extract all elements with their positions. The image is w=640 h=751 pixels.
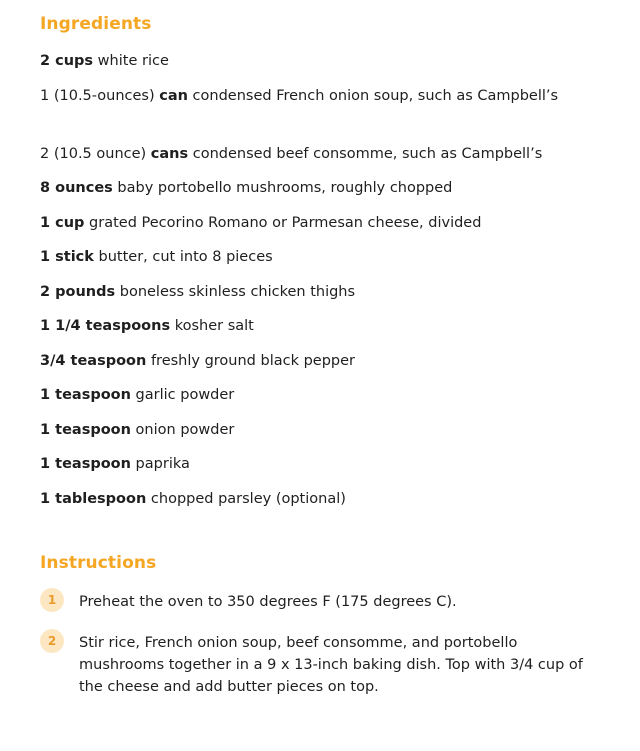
step-text: Preheat the oven to 350 degrees F (175 degrees C). (79, 594, 457, 610)
ingredient-qty: 1 cup (40, 215, 85, 231)
ingredient-item (40, 385, 234, 405)
ingredient-text: kosher salt (170, 318, 254, 334)
ingredient-item (40, 489, 346, 509)
ingredient-qty: 2 cups (40, 53, 94, 69)
ingredient-pre: 1 (10.5-ounces) (40, 88, 160, 104)
ingredient-qty: 8 ounces (40, 180, 113, 196)
ingredient-item (40, 86, 558, 106)
ingredient-item (40, 282, 355, 302)
step-number-badge: 2 (40, 629, 64, 653)
ingredient-text: white rice (93, 53, 169, 69)
ingredient-qty: 2 pounds (40, 284, 116, 300)
ingredient-text: boneless skinless chicken thighs (115, 284, 356, 300)
ingredient-text: condensed French onion soup, such as Campbell’s (187, 88, 559, 104)
instructions-title: Instructions (40, 553, 157, 573)
ingredient-qty: cans (150, 146, 189, 162)
ingredient-qty: 1 teaspoon (40, 456, 131, 472)
ingredients-list (40, 0, 630, 520)
ingredient-qty: 3/4 teaspoon (40, 353, 147, 369)
ingredient-item (40, 178, 452, 198)
ingredient-item (40, 247, 273, 267)
ingredient-item (40, 454, 190, 474)
ingredient-qty: can (159, 88, 188, 104)
step-text: Stir rice, French onion soup, beef consomme, and portobello mushrooms together in a 9 x 13-inch baking dish. Top with 3/4 cup of the cheese and add butter pieces on top. (79, 635, 583, 695)
ingredient-text: butter, cut into 8 pieces (93, 249, 273, 265)
ingredient-qty: 1 1/4 teaspoons (40, 318, 171, 334)
ingredient-text: freshly ground black pepper (146, 353, 356, 369)
step-number-badge: 1 (40, 588, 64, 612)
ingredient-item (40, 51, 169, 71)
ingredient-text: garlic powder (130, 387, 235, 403)
ingredient-item (40, 144, 542, 164)
ingredient-item (40, 420, 234, 440)
ingredient-qty: 1 stick (40, 249, 94, 265)
ingredients-title: Ingredients (40, 14, 152, 34)
ingredient-qty: 1 tablespoon (40, 491, 147, 507)
ingredient-text: chopped parsley (optional) (146, 491, 346, 507)
ingredient-item (40, 213, 481, 233)
ingredient-text: baby portobello mushrooms, roughly chopped (112, 180, 453, 196)
ingredient-qty: 1 teaspoon (40, 387, 131, 403)
ingredient-pre: 2 (10.5 ounce) (40, 146, 151, 162)
ingredient-text: paprika (130, 456, 190, 472)
ingredient-text: grated Pecorino Romano or Parmesan cheese, divided (84, 215, 482, 231)
ingredient-text: onion powder (130, 422, 235, 438)
ingredient-text: condensed beef consomme, such as Campbell’s (188, 146, 543, 162)
ingredient-item (40, 351, 355, 371)
ingredient-qty: 1 teaspoon (40, 422, 131, 438)
ingredient-item (40, 316, 254, 336)
